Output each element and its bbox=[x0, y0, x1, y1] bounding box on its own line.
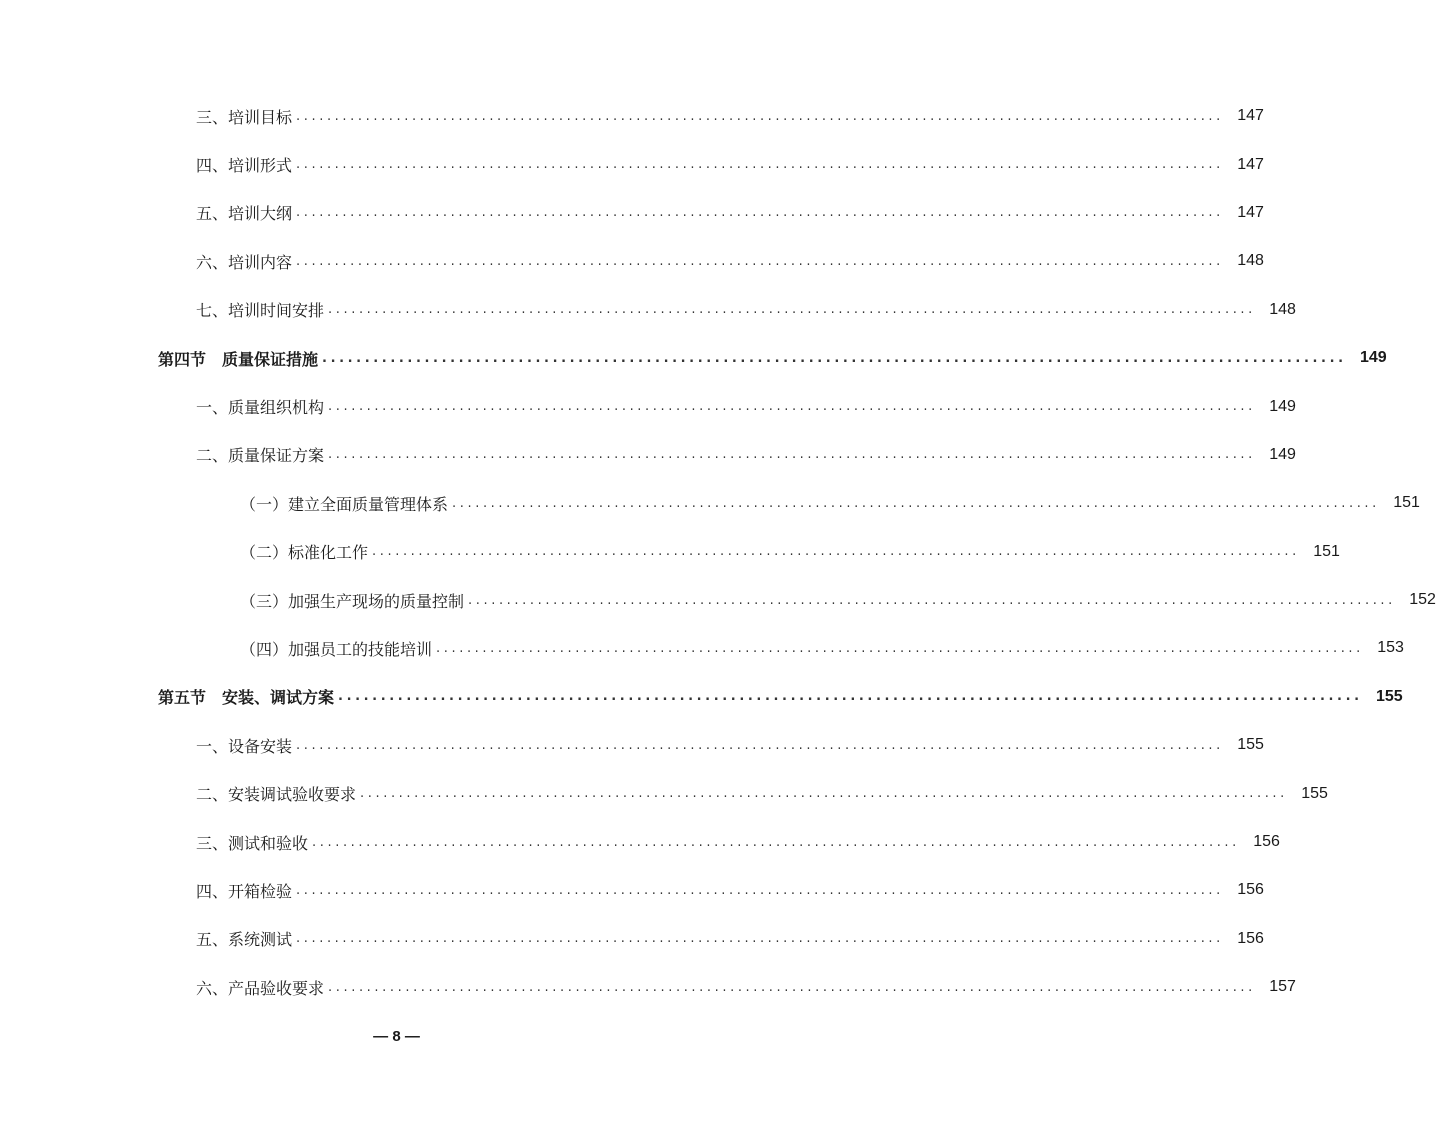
toc-entry-page: 149 bbox=[1359, 349, 1387, 367]
dot-leader: ........................................................................................................................ bbox=[328, 447, 1256, 463]
toc-subentry[interactable] bbox=[0, 479, 1420, 527]
toc-entry-page: 153 bbox=[1377, 639, 1404, 657]
toc-entry-page: 151 bbox=[1313, 542, 1340, 560]
toc-entry-page: 155 bbox=[1301, 784, 1328, 802]
toc-entry-page: 156 bbox=[1237, 881, 1264, 899]
toc-entry[interactable] bbox=[0, 140, 1264, 188]
toc-entry-title: 五、系统测试 bbox=[196, 930, 293, 950]
toc-entry[interactable] bbox=[0, 286, 1296, 334]
toc-entry-page: 157 bbox=[1269, 978, 1296, 996]
toc-entry-page: 156 bbox=[1253, 833, 1280, 851]
toc-entry-title: （一）建立全面质量管理体系 bbox=[240, 494, 449, 514]
toc-entry-title: 三、测试和验收 bbox=[196, 833, 309, 853]
dot-leader: ........................................................................................................................ bbox=[468, 592, 1396, 608]
toc-entry[interactable] bbox=[0, 721, 1264, 769]
toc-subentry[interactable] bbox=[0, 576, 1436, 624]
toc-entry[interactable] bbox=[0, 382, 1296, 430]
toc-entry-page: 147 bbox=[1237, 203, 1264, 221]
toc-entry[interactable] bbox=[0, 866, 1264, 914]
toc-entry-page: 155 bbox=[1375, 687, 1403, 705]
toc-entry[interactable] bbox=[0, 769, 1328, 817]
toc-section-title-group bbox=[158, 685, 334, 708]
toc-entry-page: 147 bbox=[1237, 155, 1264, 173]
toc-entry-page: 149 bbox=[1269, 397, 1296, 415]
dot-leader: ........................................................................................................................ bbox=[296, 205, 1224, 221]
toc-entry-page: 155 bbox=[1237, 736, 1264, 754]
toc-entry-title: 二、质量保证方案 bbox=[196, 446, 325, 466]
toc-entry-page: 151 bbox=[1393, 494, 1420, 512]
toc-entry-page: 148 bbox=[1237, 252, 1264, 270]
toc-entry-title: （三）加强生产现场的质量控制 bbox=[240, 591, 465, 611]
toc-subentry[interactable] bbox=[0, 624, 1404, 672]
toc-section-entry[interactable] bbox=[0, 334, 1387, 382]
toc-entry-title: 六、产品验收要求 bbox=[196, 978, 325, 998]
toc-entry-title: 二、安装调试验收要求 bbox=[196, 785, 357, 805]
toc-entry[interactable] bbox=[0, 915, 1264, 963]
dot-leader: ........................................................................................................................ bbox=[328, 302, 1256, 318]
toc-entry-title: 一、设备安装 bbox=[196, 736, 293, 756]
toc-entry[interactable] bbox=[0, 431, 1296, 479]
dot-leader: ........................................................................................................................ bbox=[296, 253, 1224, 269]
toc-entry[interactable] bbox=[0, 237, 1264, 285]
toc-section-entry[interactable] bbox=[0, 673, 1403, 721]
toc-entry[interactable] bbox=[0, 189, 1264, 237]
dot-leader: ........................................................................................................................ bbox=[296, 882, 1224, 898]
dot-leader: ........................................................................................................................ bbox=[296, 931, 1224, 947]
page-number-footer: — 8 — bbox=[373, 1028, 420, 1045]
toc-subentry[interactable] bbox=[0, 528, 1340, 576]
toc-section-number: 第五节 bbox=[158, 688, 207, 708]
dot-leader: ........................................................................................................................ bbox=[452, 495, 1380, 511]
toc-section-title: 质量保证措施 bbox=[222, 349, 319, 369]
toc-entry-title: 四、培训形式 bbox=[196, 156, 293, 176]
dot-leader: ........................................................................................................................ bbox=[328, 399, 1256, 415]
toc-entry-page: 156 bbox=[1237, 929, 1264, 947]
toc-entry-page: 147 bbox=[1237, 107, 1264, 125]
toc-entry-title: 六、培训内容 bbox=[196, 252, 293, 272]
dot-leader: ........................................................................................................................ bbox=[296, 108, 1224, 124]
toc-entry-title: （二）标准化工作 bbox=[240, 543, 369, 563]
dot-leader: ........................................................................................................................ bbox=[296, 737, 1224, 753]
toc-entry-page: 148 bbox=[1269, 300, 1296, 318]
toc-entry-title: 三、培训目标 bbox=[196, 107, 293, 127]
toc-entry-title: 一、质量组织机构 bbox=[196, 398, 325, 418]
dot-leader: ........................................................................................................................ bbox=[372, 544, 1300, 560]
toc-entry[interactable] bbox=[0, 963, 1296, 1011]
toc-section-title-group bbox=[158, 347, 318, 370]
toc-entry-page: 149 bbox=[1269, 445, 1296, 463]
toc-entry-title: （四）加强员工的技能培训 bbox=[240, 639, 433, 659]
toc-entry[interactable] bbox=[0, 92, 1264, 140]
toc-entry-title: 五、培训大纲 bbox=[196, 204, 293, 224]
dot-leader: ........................................................................................................................ bbox=[338, 689, 1363, 705]
toc-section-title: 安装、调试方案 bbox=[222, 688, 335, 708]
dot-leader: ........................................................................................................................ bbox=[360, 786, 1288, 802]
dot-leader: ........................................................................................................................ bbox=[328, 979, 1256, 995]
dot-leader: ........................................................................................................................ bbox=[312, 834, 1240, 850]
toc-entry[interactable] bbox=[0, 818, 1280, 866]
toc-entry-title: 四、开箱检验 bbox=[196, 881, 293, 901]
toc-entry-page: 152 bbox=[1409, 591, 1436, 609]
dot-leader: ........................................................................................................................ bbox=[296, 157, 1224, 173]
table-of-contents bbox=[0, 92, 1436, 1011]
dot-leader: ........................................................................................................................ bbox=[436, 640, 1364, 656]
toc-section-number: 第四节 bbox=[158, 349, 207, 369]
dot-leader: ........................................................................................................................ bbox=[322, 350, 1347, 366]
toc-entry-title: 七、培训时间安排 bbox=[196, 301, 325, 321]
